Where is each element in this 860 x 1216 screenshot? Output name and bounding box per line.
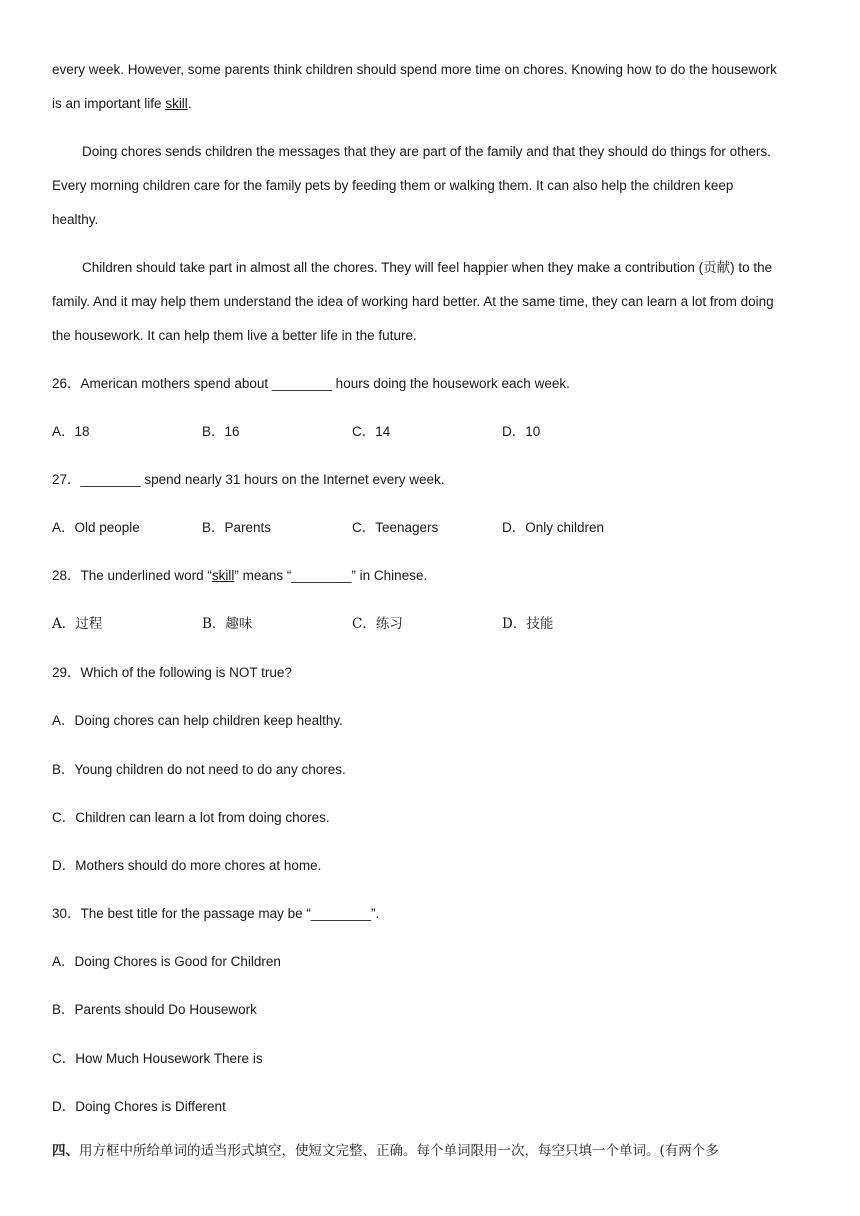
answer-option[interactable]: B．16 bbox=[202, 424, 240, 439]
answer-option[interactable]: A．Doing Chores is Good for Children bbox=[52, 954, 281, 969]
passage-line: Children should take part in almost all the chores. They will feel happier when they make a contribution (贡献) to the bbox=[82, 260, 773, 275]
section-heading bbox=[52, 1141, 719, 1161]
passage-line: every week. However, some parents think children should spend more time on chores. Knowing how to do the housework bbox=[52, 62, 777, 77]
answer-option[interactable]: D．技能 bbox=[502, 616, 554, 632]
answer-option[interactable]: A．过程 bbox=[52, 616, 103, 632]
question-stem: 27．________ spend nearly 31 hours on the Internet every week. bbox=[52, 472, 445, 487]
answer-option[interactable]: C．14 bbox=[352, 424, 391, 439]
underlined-word: skill bbox=[211, 568, 235, 583]
answer-option[interactable]: A．18 bbox=[52, 424, 90, 439]
question-stem bbox=[52, 566, 427, 586]
passage-line: family. And it may help them understand the idea of working hard better. At the same time, they can learn a lot from doing bbox=[52, 294, 774, 309]
answer-option[interactable]: C．Teenagers bbox=[352, 520, 439, 535]
answer-option[interactable]: D．Mothers should do more chores at home. bbox=[52, 858, 322, 873]
answer-option[interactable]: C．练习 bbox=[352, 616, 403, 632]
answer-option[interactable]: D．Doing Chores is Different bbox=[52, 1099, 226, 1114]
answer-option[interactable]: B．Parents should Do Housework bbox=[52, 1002, 257, 1017]
question-text: 28．The underlined word “ bbox=[52, 568, 212, 583]
answer-option[interactable]: B．Parents bbox=[202, 520, 272, 535]
passage-line: Every morning children care for the family pets by feeding them or walking them. It can also help the children keep bbox=[52, 178, 734, 193]
answer-option[interactable]: C．How Much Housework There is bbox=[52, 1051, 263, 1066]
answer-option[interactable]: D．Only children bbox=[502, 520, 605, 535]
question-text: ” means “________” in Chinese. bbox=[234, 568, 428, 583]
question-stem: 30．The best title for the passage may be “________”. bbox=[52, 906, 380, 921]
answer-option[interactable]: D．10 bbox=[502, 424, 541, 439]
answer-option[interactable]: A．Old people bbox=[52, 520, 140, 535]
section-number: 四、 bbox=[52, 1143, 79, 1159]
passage-line: healthy. bbox=[52, 212, 99, 227]
passage-text: is an important life bbox=[52, 96, 166, 111]
section-instruction: 用方框中所给单词的适当形式填空，使短文完整、正确。每个单词限用一次，每空只填一个单词。(有两个多 bbox=[79, 1143, 719, 1159]
passage-line: the housework. It can help them live a better life in the future. bbox=[52, 328, 417, 343]
question-stem: 26．American mothers spend about ________ hours doing the housework each week. bbox=[52, 376, 570, 391]
answer-option[interactable]: B．Young children do not need to do any chores. bbox=[52, 762, 346, 777]
answer-option[interactable]: A．Doing chores can help children keep healthy. bbox=[52, 713, 343, 728]
passage-line bbox=[52, 94, 192, 114]
passage-line: Doing chores sends children the messages that they are part of the family and that they should do things for others. bbox=[82, 144, 771, 159]
question-stem: 29．Which of the following is NOT true? bbox=[52, 665, 292, 680]
answer-option[interactable]: C．Children can learn a lot from doing chores. bbox=[52, 810, 330, 825]
passage-text: . bbox=[187, 96, 192, 111]
underlined-word: skill bbox=[165, 96, 188, 111]
answer-option[interactable]: B．趣味 bbox=[202, 616, 253, 632]
